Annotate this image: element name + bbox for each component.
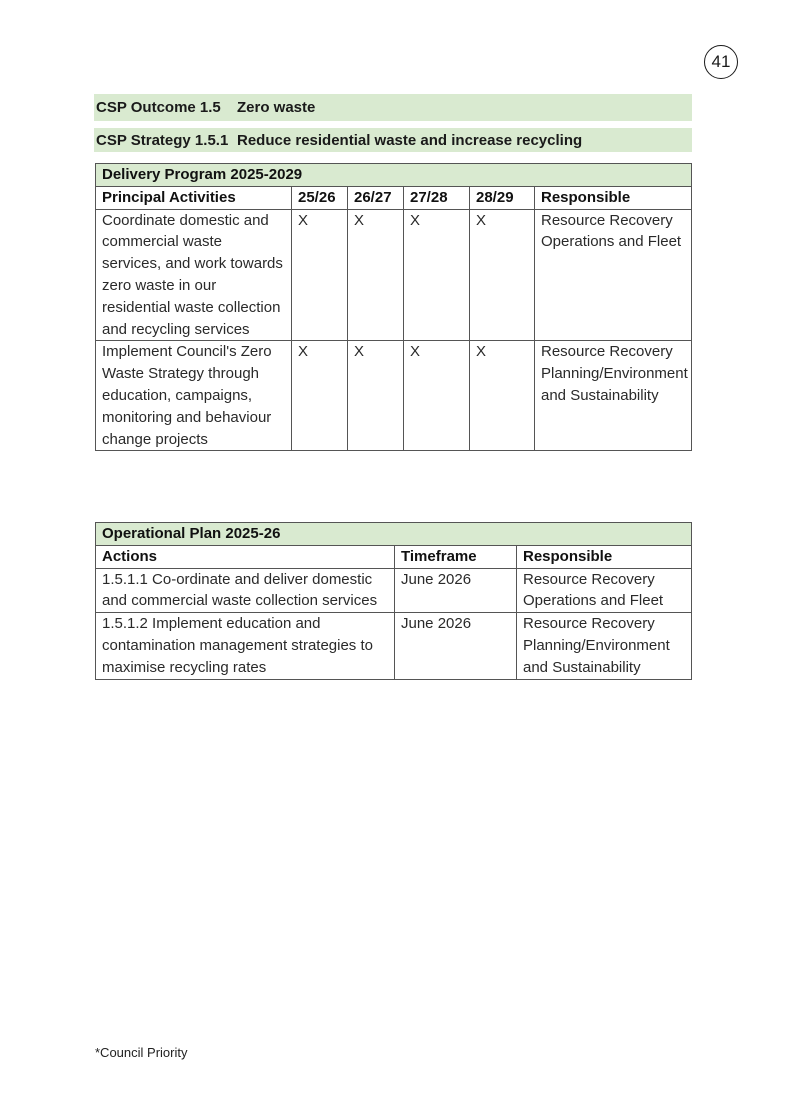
column-header: Timeframe [395,545,517,568]
table-cell: X [404,341,470,451]
operational-plan-table [95,522,692,680]
table-cell: 1.5.1.2 Implement education and contamination management strategies to maximise recycling rates [96,613,395,679]
table-cell: Resource Recovery Operations and Fleet [517,568,692,613]
table-cell: X [404,209,470,341]
column-header: Responsible [535,186,692,209]
column-header: 28/29 [470,186,535,209]
table-header-row [96,545,692,568]
outcome-title: Zero waste [237,99,316,116]
strategy-title: Reduce residential waste and increase recycling [237,131,583,149]
column-header: Principal Activities [96,186,292,209]
table-title-row [96,523,692,546]
table-cell: Resource Recovery Planning/Environment and Sustainability [517,613,692,679]
table-cell: Implement Council's Zero Waste Strategy through education, campaigns, monitoring and behaviour change projects [96,341,292,451]
table-cell: 1.5.1.1 Co-ordinate and deliver domestic and commercial waste collection services [96,568,395,613]
delivery-program-table [95,163,692,451]
table-cell: June 2026 [395,613,517,679]
table-header-row [96,186,692,209]
footnote: *Council Priority [95,1045,188,1060]
table-cell: X [292,209,348,341]
operational-plan-title: Operational Plan 2025-26 [96,523,692,546]
column-header: 25/26 [292,186,348,209]
table-cell: X [348,341,404,451]
table-row [96,613,692,679]
csp-strategy-band [94,128,692,152]
delivery-program-title: Delivery Program 2025-2029 [96,164,692,187]
csp-outcome-band [94,94,692,121]
table-cell: X [470,209,535,341]
table-row [96,209,692,341]
table-row [96,341,692,451]
strategy-code: CSP Strategy 1.5.1 [96,131,229,149]
column-header: Actions [96,545,395,568]
column-header: Responsible [517,545,692,568]
column-header: 27/28 [404,186,470,209]
table-cell: X [470,341,535,451]
column-header: 26/27 [348,186,404,209]
outcome-code: CSP Outcome 1.5 [96,99,221,116]
table-cell: Resource Recovery Planning/Environment and Sustainability [535,341,692,451]
table-title-row [96,164,692,187]
table-cell: Resource Recovery Operations and Fleet [535,209,692,341]
table-cell: X [348,209,404,341]
table-cell: June 2026 [395,568,517,613]
table-cell: Coordinate domestic and commercial waste services, and work towards zero waste in our residential waste collection and recycling services [96,209,292,341]
table-row [96,568,692,613]
table-cell: X [292,341,348,451]
page-number: 41 [704,45,738,79]
